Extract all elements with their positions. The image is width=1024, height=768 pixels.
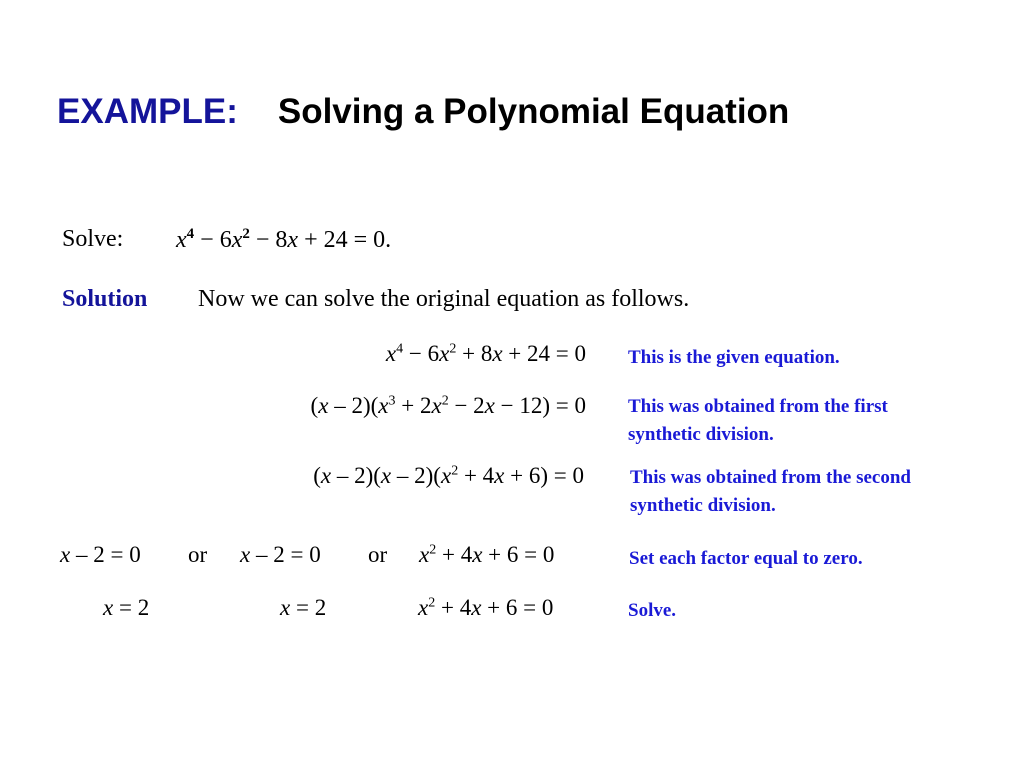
solution-label: Solution <box>62 286 148 312</box>
note-line: This was obtained from the second <box>630 467 911 488</box>
var-x: x <box>378 393 389 418</box>
var-x: x <box>492 341 503 366</box>
var-x: x <box>431 393 442 418</box>
exponent: 4 <box>396 341 404 357</box>
title-label: EXAMPLE: <box>57 92 238 131</box>
exponent: 2 <box>242 226 250 242</box>
term: + 6 = 0 <box>481 595 554 620</box>
var-x: x <box>439 341 450 366</box>
step-3-note <box>630 464 911 520</box>
solution-text: Now we can solve the original equation as follows. <box>198 286 690 312</box>
note-line: This was obtained from the first <box>628 396 888 417</box>
var-x: x <box>440 463 452 488</box>
var-x: x <box>471 595 482 620</box>
exponent: 4 <box>186 226 195 242</box>
factor-3-equation <box>419 542 554 568</box>
term: = 2 <box>290 595 327 620</box>
term: + 4 <box>458 463 495 488</box>
exponent: 2 <box>441 393 449 409</box>
var-x: x <box>494 463 505 488</box>
term: + 6) = 0 <box>504 463 584 488</box>
note-line: synthetic division. <box>630 495 776 516</box>
term: – 2 = 0 <box>250 542 321 567</box>
term: + 6 = 0 <box>482 542 555 567</box>
term: − 6 <box>403 341 440 366</box>
term: – 2)( <box>331 463 381 488</box>
factors-note: Set each factor equal to zero. <box>629 548 863 569</box>
var-x: x <box>472 542 483 567</box>
solve-note: Solve. <box>628 600 677 621</box>
term: – 2 = 0 <box>70 542 141 567</box>
term: ( <box>313 463 321 488</box>
step-1-note: This is the given equation. <box>628 347 840 368</box>
var-x: x <box>287 227 299 253</box>
term: + 24 = 0 <box>502 341 586 366</box>
problem-equation <box>176 226 391 254</box>
step-3-equation <box>313 463 584 489</box>
solution-3 <box>418 595 553 621</box>
step-2-note <box>628 393 888 449</box>
note-line: synthetic division. <box>628 424 774 445</box>
term: – 2)( <box>328 393 379 418</box>
solve-label: Solve: <box>62 226 124 252</box>
exponent: 2 <box>449 341 457 357</box>
term: − 8 <box>249 227 288 253</box>
var-x: x <box>280 595 291 620</box>
slide-title <box>57 92 789 132</box>
exponent: 2 <box>451 463 459 479</box>
var-x: x <box>418 595 429 620</box>
exponent: 2 <box>429 542 437 558</box>
var-x: x <box>240 542 251 567</box>
var-x: x <box>176 227 187 253</box>
term: − 6 <box>194 227 232 253</box>
var-x: x <box>231 227 243 253</box>
title-text: Solving a Polynomial Equation <box>277 92 790 131</box>
solution-1 <box>103 595 149 621</box>
var-x: x <box>380 463 392 488</box>
term: – 2)( <box>391 463 441 488</box>
var-x: x <box>320 463 332 488</box>
term: + 4 <box>436 542 473 567</box>
step-2-equation <box>311 393 586 419</box>
term: − 12) = 0 <box>494 393 586 418</box>
exponent: 3 <box>388 393 396 409</box>
var-x: x <box>60 542 71 567</box>
factor-2-equation <box>240 542 321 568</box>
var-x: x <box>419 542 430 567</box>
factor-1-equation <box>60 542 141 568</box>
term: + 8 <box>456 341 493 366</box>
term: = 2 <box>113 595 150 620</box>
or-label: or <box>188 542 208 567</box>
solution-2 <box>280 595 326 621</box>
var-x: x <box>385 341 397 366</box>
or-label: or <box>368 542 388 567</box>
term: + 4 <box>435 595 472 620</box>
exponent: 2 <box>428 595 436 611</box>
term: + 24 = 0. <box>298 227 392 253</box>
var-x: x <box>484 393 495 418</box>
var-x: x <box>318 393 329 418</box>
term: + 2 <box>395 393 432 418</box>
var-x: x <box>103 595 114 620</box>
step-1-equation <box>386 341 586 367</box>
term: − 2 <box>448 393 485 418</box>
term: ( <box>310 393 319 418</box>
